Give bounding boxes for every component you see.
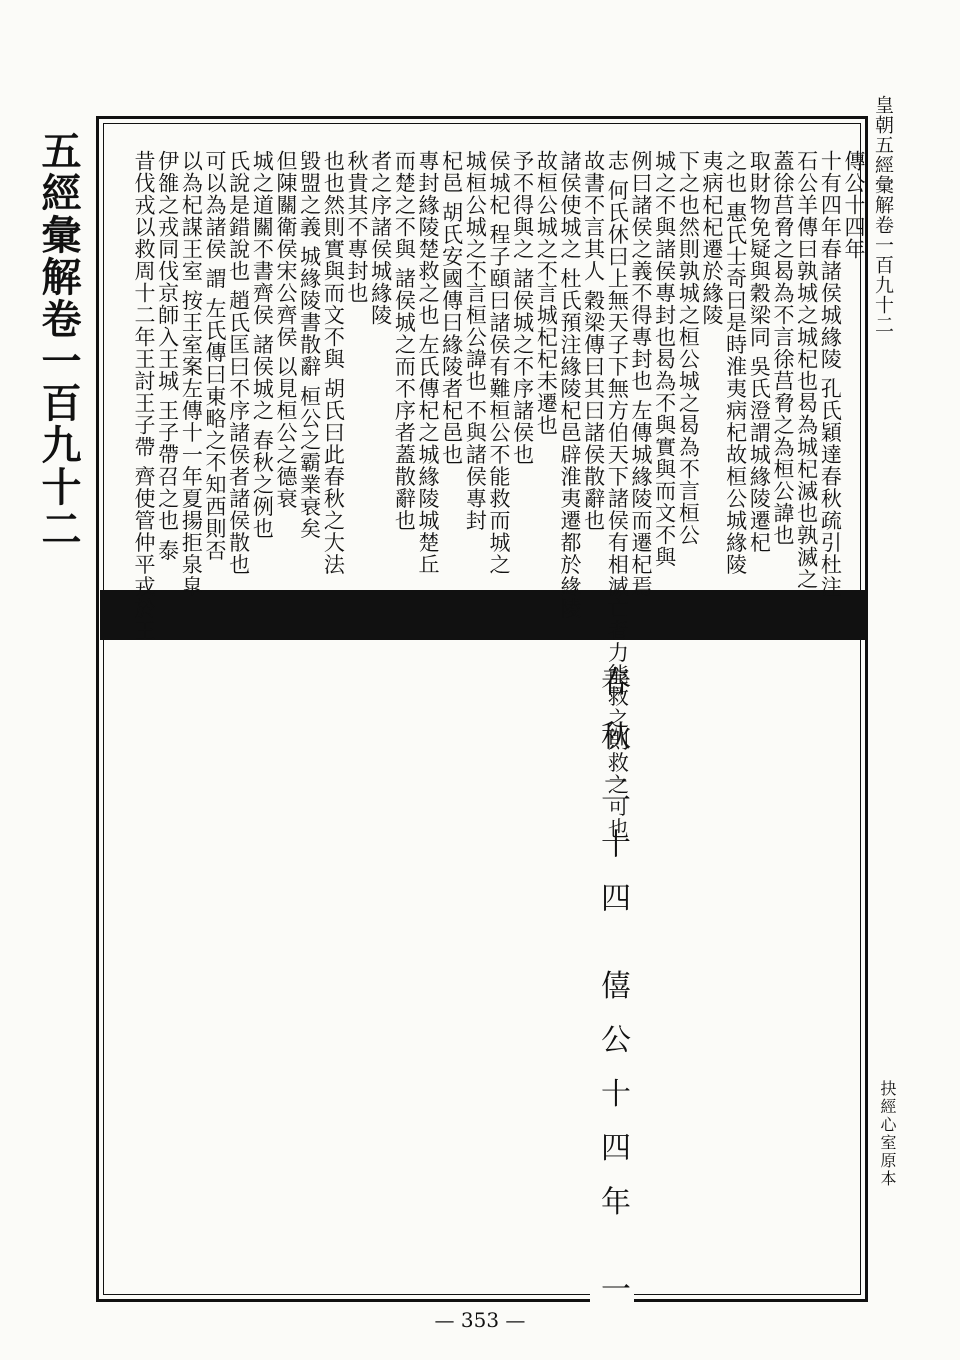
text-column: 伊雒之戎同伐京師入王城 王子帶召之也 泰: [155, 150, 180, 562]
text-column: 諸侯使城之 杜氏預注緣陵杞邑辟淮夷遷都於緣陵: [558, 150, 582, 620]
text-column: 故書不言其人 穀梁傳曰其曰諸侯散辭也: [581, 150, 606, 532]
text-column: 城之不與諸侯專封也曷為不與實與而文不與: [652, 150, 677, 568]
publisher-mark: 抉經心室原本: [878, 1080, 897, 1188]
collection-title: 皇朝五經彙解卷一百九十二: [872, 95, 894, 335]
text-column: 故桓公城之不言城杞杞未遷也: [534, 150, 559, 436]
spine-title: 五經彙解卷一百九十二: [35, 130, 82, 550]
text-column: 傳公十四年: [842, 150, 866, 260]
text-column: 毀盟之義 城緣陵書散辭 桓公之霸業衰矣: [297, 150, 322, 540]
text-column: 但陳關衛侯宋公齊侯 以見桓公之德衰: [274, 150, 298, 510]
text-column: 氏說是錯說也 趙氏匡曰不序諸侯者諸侯散也: [226, 150, 251, 576]
text-column: 城之道關不書齊侯 諸侯城之 春秋之例也: [250, 150, 275, 540]
text-column: 以為杞謀王室 按王室案左傳十一年夏揚拒泉皐: [179, 150, 204, 598]
text-column: 蓋徐莒脅之曷為不言徐莒脅之為桓公諱也: [771, 150, 795, 546]
text-column: 下之也然則孰城之桓公城之曷為不言桓公: [676, 150, 701, 546]
text-column: 侯城杞 程子頤曰諸侯有難桓公不能救而城之: [487, 150, 511, 576]
page-number: — 353 —: [434, 1308, 526, 1332]
text-column: 杞邑 胡氏安國傳曰緣陵者杞邑也: [439, 150, 464, 466]
text-column: 十有四年春諸侯城緣陵 孔氏穎達春秋疏引杜注: [818, 150, 843, 598]
text-column: 昔伐戎以救周十二年王討王子帶 齊使管仲平戎於王: [132, 150, 156, 642]
text-column: 城桓公城之不言桓公諱也 不與諸侯專封: [463, 150, 488, 532]
text-column: 秋貴其不專封也: [345, 150, 369, 304]
text-column: 石公羊傳曰孰城之城杞也曷為城杞滅也孰滅之: [794, 150, 819, 590]
text-column: 也也然則實與而文不與 胡氏曰此春秋之大法: [321, 150, 346, 576]
text-column: 專封緣陵楚救之也 左氏傳杞之城緣陵城楚丘: [416, 150, 440, 576]
center-title: 春秋二十四 僖公十四年 一: [590, 660, 634, 1333]
text-column: 夷病杞杞遷於緣陵: [700, 150, 724, 326]
text-column: 而楚之不與 諸侯城之而不序者蓋散辭也: [392, 150, 417, 532]
text-column: 者之序諸侯城緣陵: [368, 150, 393, 326]
text-column: 可以為諸侯 謂 左氏傳曰東略之不知西則否: [203, 150, 227, 562]
text-column: 予不得與之 諸侯城之不序諸侯也: [510, 150, 535, 466]
text-column: 之也 惠氏士奇曰是時淮夷病杞故桓公城緣陵: [723, 150, 748, 576]
text-column: 取財物免疑與穀梁同 吳氏澄謂城緣陵遷杞: [747, 150, 772, 554]
text-column: 志 何氏休曰上無天子下無方伯天下諸侯有相滅亡者力能救之則救之可也: [605, 150, 630, 840]
text-column: 例曰諸侯之義不得專封也 左傳城緣陵而遷杞焉: [629, 150, 653, 598]
